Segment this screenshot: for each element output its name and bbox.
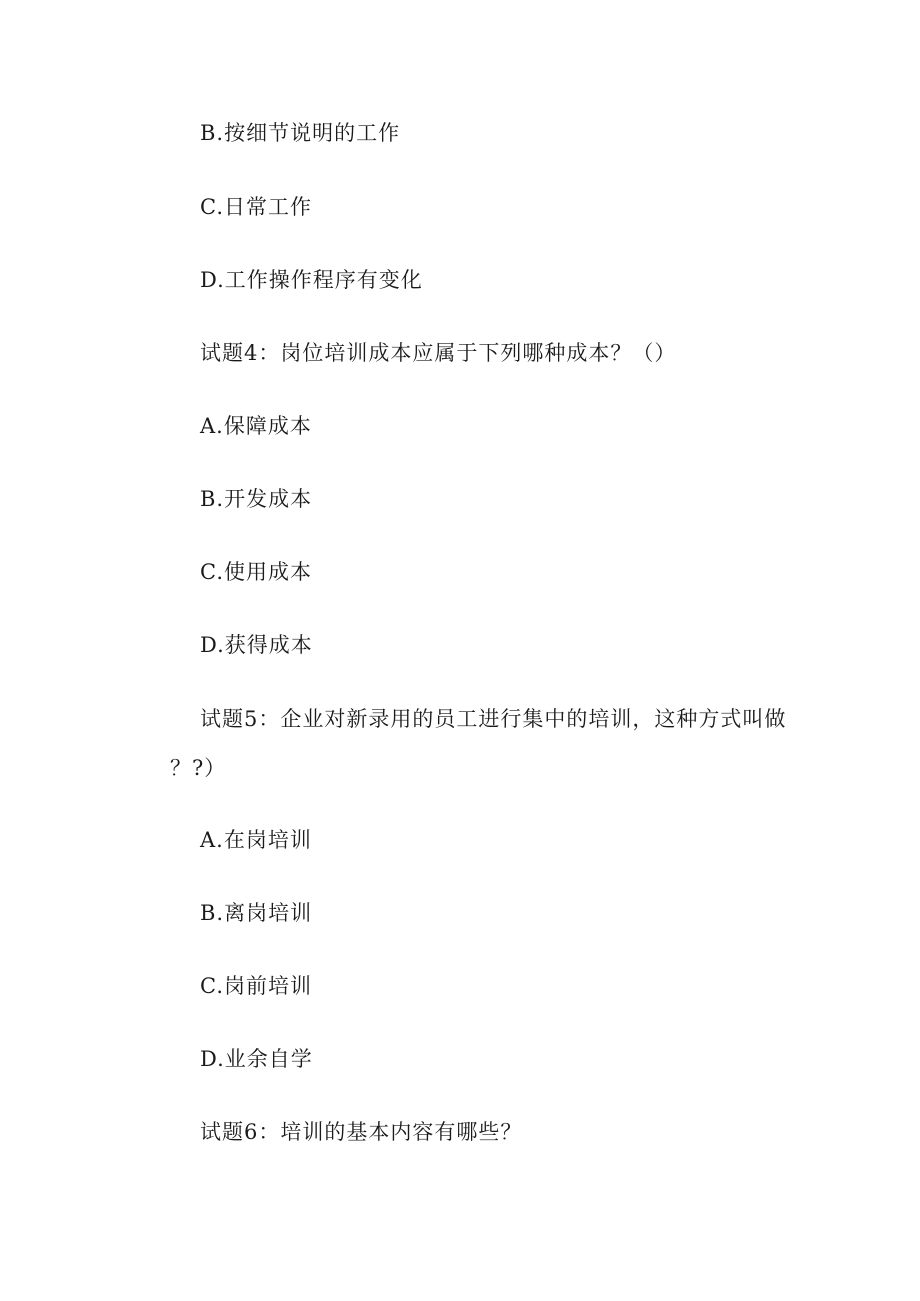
q4-question: 试题4：岗位培训成本应属于下列哪种成本？（） — [200, 341, 677, 365]
q5-option-b: B.离岗培训 — [200, 901, 313, 925]
q3-option-d: D.工作操作程序有变化 — [200, 268, 423, 292]
q5-option-a: A.在岗培训 — [200, 828, 312, 852]
q4-option-c: C.使用成本 — [200, 560, 312, 584]
q3-option-b: B.按细节说明的工作 — [200, 121, 401, 145]
q3-option-c: C.日常工作 — [200, 195, 312, 219]
q5-question-line2: ？?） — [170, 756, 227, 780]
q4-option-d: D.获得成本 — [200, 633, 313, 657]
q4-option-b: B.开发成本 — [200, 487, 313, 511]
q5-option-c: C.岗前培训 — [200, 974, 312, 998]
q4-option-a: A.保障成本 — [200, 414, 312, 438]
q6-question: 试题6：培训的基本内容有哪些？ — [200, 1120, 523, 1144]
q5-option-d: D.业余自学 — [200, 1047, 313, 1071]
q5-question-line1: 试题5：企业对新录用的员工进行集中的培训，这种方式叫做 — [200, 707, 787, 731]
